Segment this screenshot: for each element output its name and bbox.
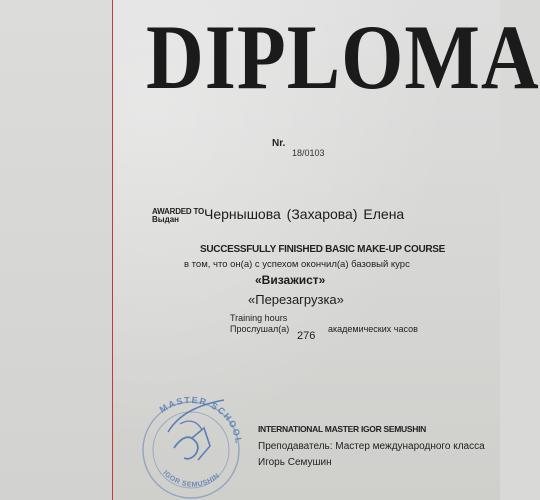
number-label: Nr. [272,138,286,149]
left-margin-strip [0,0,112,500]
margin-rule [112,0,113,500]
awarded-label-ru: Выдан [152,215,179,224]
hours-label-en: Training hours [230,313,288,323]
course-subtitle: «Перезагрузка» [248,292,344,307]
seal-stamp-icon [132,388,250,500]
svg-text:MASTER SCHOOL [158,395,244,445]
teacher-name: Игорь Семушин [258,457,332,468]
hours-label-ru: Прослушал(а) [230,324,290,334]
diploma-title: DIPLOMA [146,7,540,109]
awarded-label-en: AWARDED TO [152,207,205,216]
teacher-line-ru: Преподаватель: Мастер международного класса [258,441,485,452]
course-line-ru: в том, что он(а) с успехом окончил(а) базовый курс [184,259,410,270]
stamp-ring-text: MASTER SCHOOL [157,394,244,446]
course-name: «Визажист» [255,273,326,287]
stamp-bottom-text: IGOR SEMUSHIN [161,469,222,489]
number-value: 18/0103 [292,148,325,158]
course-line-en: SUCCESSFULLY FINISHED BASIC MAKE-UP COURSE [200,244,446,255]
recipient-name: Чернышова (Захарова) Елена [204,206,405,222]
svg-text:IGOR SEMUSHIN [161,470,221,489]
hours-value: 276 [297,330,316,342]
master-line-en: INTERNATIONAL MASTER IGOR SEMUSHIN [258,424,426,434]
hours-unit: академических часов [328,324,418,334]
